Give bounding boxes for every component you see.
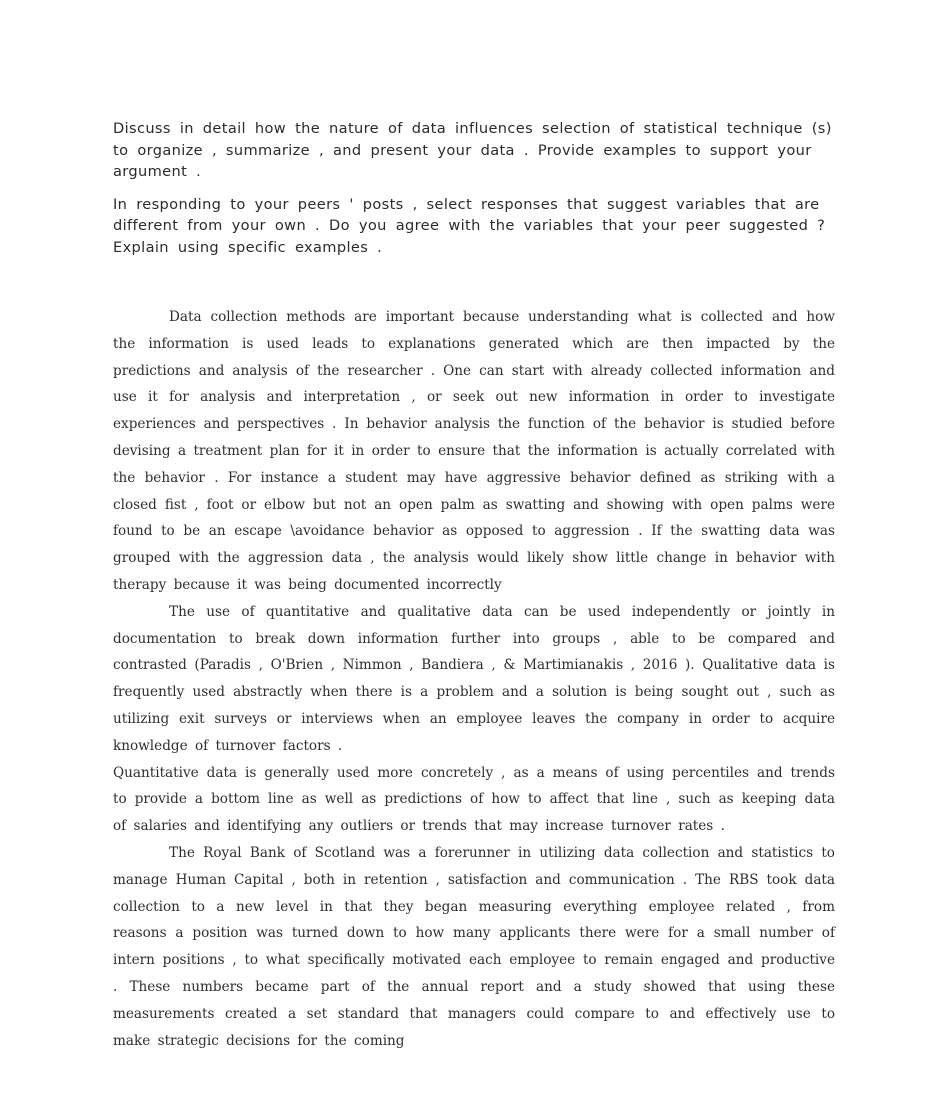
essay-paragraph-quantitative-data: Quantitative data is generally used more concretely , as a means of using percentiles and trends to provide a bottom line as well as predictions of how to affect that line , such as keeping data of salaries and identifying any outliers or trends that may increase turnover rates .	[113, 764, 835, 835]
document-page	[113, 118, 835, 1054]
essay-paragraph-data-collection: Data collection methods are important because understanding what is collected and how the information is used leads to explanations generated which are then impacted by the predictions and analysis of the researcher . One can start with already collected information and use it for analysis and interpretation , or seek out new information in order to investigate experiences and perspectives . In behavior analysis the function of the behavior is studied before devising a treatment plan for it in order to ensure that the information is actually correlated with the behavior . For instance a student may have aggressive behavior defined as striking with a closed fist , foot or elbow but not an open palm as swatting and showing with open palms were found to be an escape \avoidance behavior as opposed to aggression . If the swatting data was grouped with the aggression data , the analysis would likely show little change in behavior with therapy because it was being documented incorrectly	[113, 309, 835, 593]
discussion-prompt: Discuss in detail how the nature of data influences selection of statistical technique (s) to organize , summarize , and present your data . Provide examples to support your argument .	[113, 120, 832, 180]
peer-response-prompt: In responding to your peers ' posts , select responses that suggest variables that are different from your own . Do you agree with the variables that your peer suggested ? Explain using specific examples .	[113, 195, 826, 256]
essay-body	[113, 304, 835, 1054]
essay-paragraph-quantitative-qualitative: The use of quantitative and qualitative data can be used independently or jointly in documentation to break down information further into groups , able to be compared and contrasted (Paradis , O'Brien , Nimmon , Bandiera , & Martimianakis , 2016 ). Qualitative data is frequently used abstractly when there is a problem and a solution is being sought out , such as utilizing exit surveys or interviews when an employee leaves the company in order to acquire knowledge of turnover factors .	[113, 603, 835, 754]
essay-paragraph-rbs-example: The Royal Bank of Scotland was a forerunner in utilizing data collection and statistics to manage Human Capital , both in retention , satisfaction and communication . The RBS took data collection to a new level in that they began measuring everything employee related , from reasons a position was turned down to how many applicants there were for a small number of intern positions , to what specifically motivated each employee to remain engaged and productive . These numbers became part of the annual report and a study showed that using these measurements created a set standard that managers could compare to and effectively use to make strategic decisions for the coming	[113, 844, 835, 1049]
